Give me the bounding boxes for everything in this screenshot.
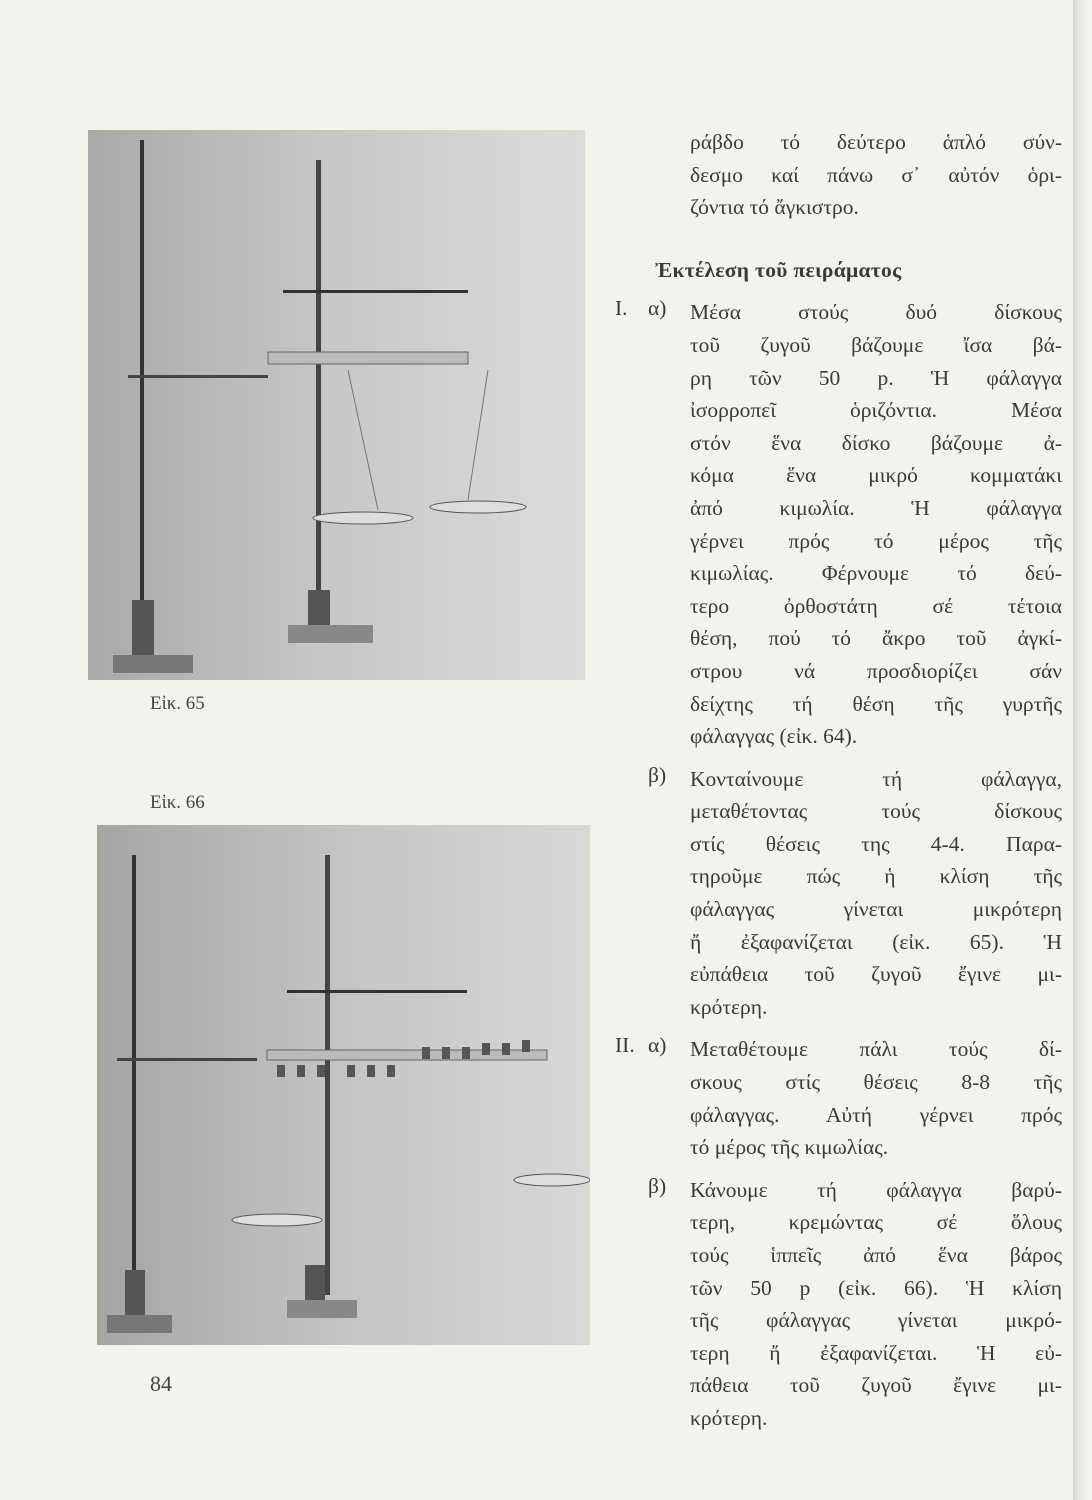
text-line: κρότερη. <box>690 994 768 1019</box>
text-line: Μεταθέτουμε πάλι τούς δί- <box>690 1037 1062 1062</box>
section-number: I. <box>615 296 628 321</box>
text-line: Μέσα στούς δυό δίσκους <box>690 300 1062 325</box>
text-line: φάλαγγας. Αὐτή γέρνει πρός <box>690 1102 1062 1127</box>
figure-66-photo <box>97 825 590 1345</box>
figure-66-caption: Εἰκ. 66 <box>150 792 205 813</box>
procedure-steps <box>615 296 1062 1444</box>
text-line: τούς ἱππεῖς ἀπό ἕνα βάρος <box>690 1243 1062 1267</box>
text-line: Κάνουμε τή φάλαγγα βαρύ- <box>690 1177 1062 1202</box>
item-letter: β) <box>648 1173 667 1198</box>
step-2-β <box>615 1174 1062 1435</box>
text-line: ἰσορροπεῖ ὁριζόντια. Μέσα <box>690 398 1062 423</box>
text-line: σκους στίς θέσεις 8-8 τῆς <box>690 1070 1062 1095</box>
text-line: ἤ ἐξαφανίζεται (εἰκ. 65). Ἡ <box>690 929 1062 954</box>
text-line: μεταθέτοντας τούς δίσκους <box>690 799 1062 824</box>
page-edge-shadow <box>1073 0 1092 1500</box>
figure-65-caption: Εἰκ. 65 <box>150 693 205 714</box>
text-line: ρη τῶν 50 p. Ἡ φάλαγγα <box>690 365 1062 390</box>
text-line: ράβδο τό δεύτερο ἁπλό σύν- <box>690 130 1062 154</box>
text-line: τό μέρος τῆς κιμωλίας. <box>690 1135 889 1160</box>
text-line: κρότερη. <box>690 1405 768 1430</box>
intro-paragraph <box>615 126 1062 224</box>
paragraph-gap <box>615 1435 1062 1445</box>
body-text-column <box>615 126 1062 1445</box>
figure-65-photo <box>88 130 585 680</box>
text-line: κόμα ἕνα μικρό κομματάκι <box>690 463 1062 488</box>
text-line: τῆς φάλαγγας γίνεται μικρό- <box>690 1308 1062 1333</box>
text-line: φάλαγγας γίνεται μικρότερη <box>690 897 1062 922</box>
text-line: τηροῦμε πώς ἡ κλίση τῆς <box>690 864 1062 889</box>
text-line: εὐπάθεια τοῦ ζυγοῦ ἔγινε μι- <box>690 962 1062 987</box>
step-1-α <box>615 296 1062 752</box>
text-line: ζόντια τό ἄγκιστρο. <box>690 195 859 220</box>
text-line: γέρνει πρός τό μέρος τῆς <box>690 528 1062 553</box>
text-line: τερη, κρεμώντας σέ ὅλους <box>690 1210 1062 1235</box>
item-letter: α) <box>648 296 667 321</box>
item-letter: β) <box>648 762 667 787</box>
page-number: 84 <box>150 1371 172 1396</box>
text-line: στρου νά προσδιορίζει σάν <box>690 658 1062 683</box>
text-line: θέση, πού τό ἄκρο τοῦ ἀγκί- <box>690 626 1062 651</box>
paragraph-gap <box>615 1023 1062 1033</box>
text-line: κιμωλίας. Φέρνουμε τό δεύ- <box>690 561 1062 586</box>
text-line: δείχτης τή θέση τῆς γυρτῆς <box>690 691 1062 716</box>
paragraph-gap <box>615 1164 1062 1174</box>
text-line: ἀπό κιμωλία. Ἡ φάλαγγα <box>690 495 1062 520</box>
text-line: φάλαγγας (εἰκ. 64). <box>690 724 858 749</box>
text-line: τῶν 50 p (εἰκ. 66). Ἡ κλίση <box>690 1275 1062 1300</box>
section-heading: Ἐκτέλεση τοῦ πειράματος <box>655 257 902 282</box>
text-line: Κονταίνουμε τή φάλαγγα, <box>690 766 1062 791</box>
text-line: πάθεια τοῦ ζυγοῦ ἔγινε μι- <box>690 1373 1062 1398</box>
step-2-α <box>615 1033 1062 1163</box>
item-letter: α) <box>648 1033 667 1058</box>
text-line: τοῦ ζυγοῦ βάζουμε ἴσα βά- <box>690 332 1062 357</box>
step-1-β <box>615 763 1062 1024</box>
text-line: στίς θέσεις της 4-4. Παρα- <box>690 831 1062 856</box>
text-line: στόν ἕνα δίσκο βάζουμε ἀ- <box>690 430 1062 455</box>
text-line: τερη ἤ ἐξαφανίζεται. Ἡ εὐ- <box>690 1340 1062 1365</box>
text-line: τερο ὀρθοστάτη σέ τέτοια <box>690 593 1062 618</box>
paragraph-gap <box>615 753 1062 763</box>
text-line: δεσμο καί πάνω σ᾽ αὐτόν ὁρι- <box>690 162 1062 187</box>
section-number: II. <box>615 1033 635 1058</box>
